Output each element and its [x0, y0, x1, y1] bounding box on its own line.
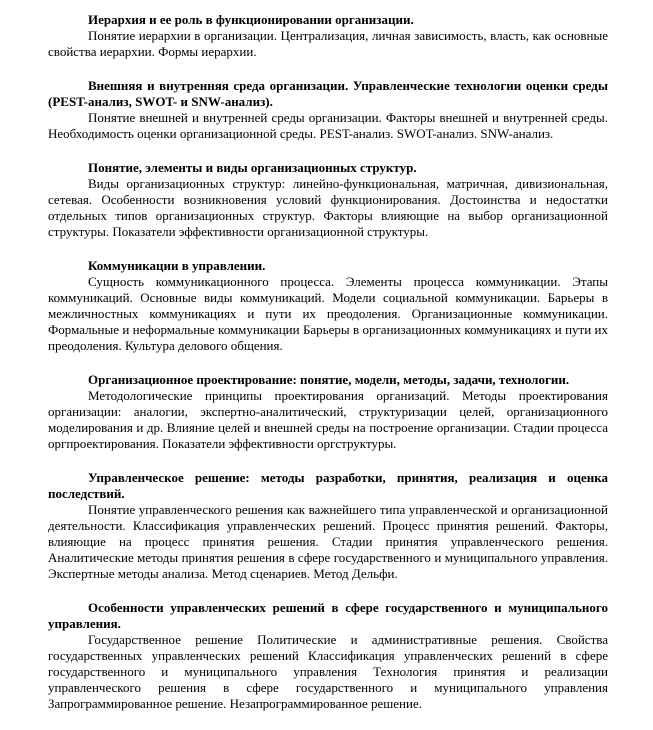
section-body: Методологические принципы проектирования организаций. Методы проектирования организации: аналогии, экспертно-аналитический, структуризации целей, организационного моделирования и др. Влияние целей и внешней среды на построение организации. Стадии процесса оргпроектирования. Показатели эффективности оргструктуры. [48, 388, 608, 451]
section-title: Коммуникации в управлении. [88, 258, 266, 273]
section-body: Понятие внешней и внутренней среды организации. Факторы внешней и внутренней среды. Необходимость оценки организационной среды. PEST-анализ. SWOT-анализ. SNW-анализ. [48, 110, 608, 141]
section-environment [48, 78, 608, 142]
section-management-decision [48, 470, 608, 582]
section-title: Управленческое решение: методы разработки, принятия, реализация и оценка последствий. [48, 470, 608, 501]
section-body: Понятие управленческого решения как важнейшего типа управленческой и организационной деятельности. Классификация управленческих решений. Процесс принятия решений. Факторы, влияющие на процесс принятия решения. Стадии принятия управленческого решения. Аналитические методы принятия решения в сфере государственного и муниципального управления. Экспертные методы анализа. Метод сценариев. Метод Дельфи. [48, 502, 608, 581]
section-body: Виды организационных структур: линейно-функциональная, матричная, дивизиональная, сетевая. Особенности возникновения условий функционирования. Достоинства и недостатки отдельных типов организационных структур. Факторы влияющие на выбор организационной структуры. Показатели эффективности организационной структуры. [48, 176, 608, 239]
section-structures [48, 160, 608, 240]
section-title: Особенности управленческих решений в сфере государственного и муниципального управления. [48, 600, 608, 631]
section-title: Организационное проектирование: понятие, модели, методы, задачи, технологии. [88, 372, 570, 387]
section-title: Внешняя и внутренняя среда организации. Управленческие технологии оценки среды (PEST-анализ, SWOT- и SNW-анализ). [48, 78, 608, 109]
section-title: Понятие, элементы и виды организационных структур. [88, 160, 417, 175]
section-body: Государственное решение Политические и административные решения. Свойства государственных управленческих решений Классификация управленческих решений в сфере государственного и муниципального управления Технология принятия и реализации управленческого решения в сфере государственного и муниципального управления Запрограммированное решение. Незапрограммированное решение. [48, 632, 608, 711]
section-hierarchy [48, 12, 608, 60]
section-public-decisions [48, 600, 608, 712]
section-body: Сущность коммуникационного процесса. Элементы процесса коммуникации. Этапы коммуникаций. Основные виды коммуникаций. Модели социальной коммуникации. Барьеры в межличностных коммуникациях и пути их преодоления. Организационные коммуникации. Формальные и неформальные коммуникации Барьеры в организационных коммуникациях и пути их преодоления. Культура делового общения. [48, 274, 608, 353]
section-body: Понятие иерархии в организации. Централизация, личная зависимость, власть, как основные свойства иерархии. Формы иерархии. [48, 28, 608, 59]
section-communications [48, 258, 608, 354]
document-page [48, 12, 608, 730]
section-org-design [48, 372, 608, 452]
section-title: Иерархия и ее роль в функционировании организации. [88, 12, 414, 27]
